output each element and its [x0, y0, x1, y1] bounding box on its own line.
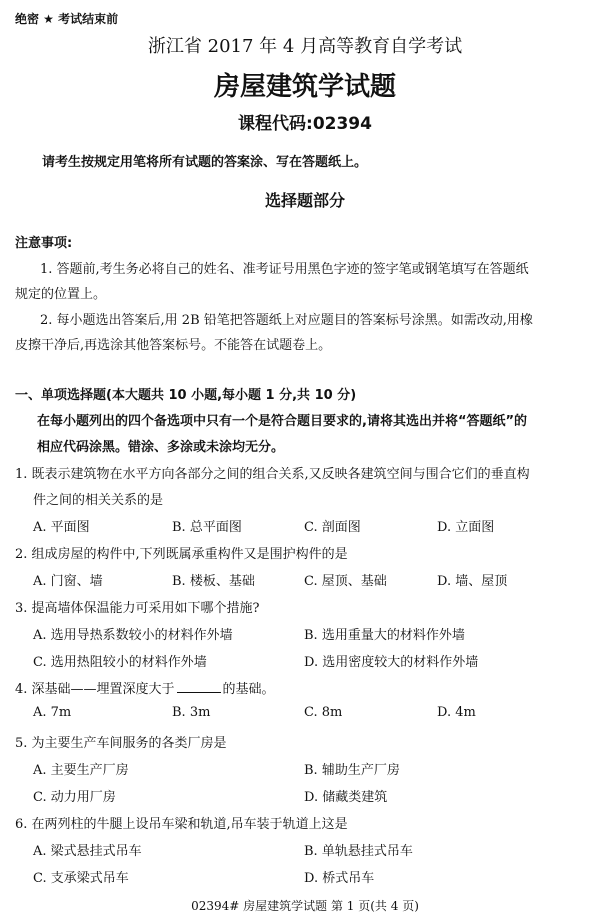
note-2-line-1: 2. 每小题选出答案后,用 2B 铅笔把答题纸上对应题目的答案标号涂黑。如需改动,用橡 — [40, 313, 533, 328]
q4-option-c: C. 8m — [304, 705, 343, 720]
question-4-text-before: 4. 深基础——埋置深度大于 — [15, 682, 175, 697]
question-1-line-1: 1. 既表示建筑物在水平方向各部分之间的组合关系,又反映各建筑空间与围合它们的垂直构 — [15, 467, 530, 482]
note-1-line-1: 1. 答题前,考生务必将自己的姓名、准考证号用黑色字迹的签字笔或钢笔填写在答题纸 — [40, 262, 529, 277]
q6-option-a: A. 梁式悬挂式吊车 — [33, 844, 142, 859]
exam-title: 浙江省 2017 年 4 月高等教育自学考试 — [147, 36, 463, 57]
question-5: 5. 为主要生产车间服务的各类厂房是 — [15, 736, 227, 751]
q2-option-d: D. 墙、屋顶 — [437, 574, 508, 589]
q3-option-b: B. 选用重量大的材料作外墙 — [304, 628, 465, 643]
question-4-text-after: 的基础。 — [222, 682, 275, 697]
q3-option-c: C. 选用热阻较小的材料作外墙 — [33, 655, 207, 670]
question-6: 6. 在两列柱的牛腿上设吊车梁和轨道,吊车装于轨道上这是 — [15, 817, 348, 832]
answer-instruction: 请考生按规定用笔将所有试题的答案涂、写在答题纸上。 — [42, 155, 368, 170]
q1-option-b: B. 总平面图 — [172, 520, 242, 535]
q4-option-a: A. 7m — [33, 705, 72, 720]
q5-option-d: D. 储藏类建筑 — [304, 790, 388, 805]
part1-desc-line-1: 在每小题列出的四个备选项中只有一个是符合题目要求的,请将其选出并将“答题纸”的 — [37, 414, 528, 429]
q4-option-b: B. 3m — [172, 705, 211, 720]
question-3: 3. 提高墙体保温能力可采用如下哪个措施? — [15, 601, 260, 616]
q5-option-b: B. 辅助生产厂房 — [304, 763, 400, 778]
q3-option-d: D. 选用密度较大的材料作外墙 — [304, 655, 479, 670]
q6-option-b: B. 单轨悬挂式吊车 — [304, 844, 413, 859]
question-4 — [15, 678, 275, 697]
course-code: 课程代码:02394 — [238, 114, 372, 134]
page-title: 房屋建筑学试题 — [213, 72, 396, 102]
answer-blank — [177, 680, 221, 693]
q3-option-a: A. 选用导热系数较小的材料作外墙 — [33, 628, 233, 643]
page-footer: 02394# 房屋建筑学试题 第 1 页(共 4 页) — [191, 899, 419, 913]
q1-option-d: D. 立面图 — [437, 520, 495, 535]
q1-option-c: C. 剖面图 — [304, 520, 361, 535]
q2-option-c: C. 屋顶、基础 — [304, 574, 387, 589]
q4-option-d: D. 4m — [437, 705, 476, 720]
q6-option-c: C. 支承梁式吊车 — [33, 871, 129, 886]
note-1-line-2: 规定的位置上。 — [15, 287, 107, 302]
confidential-label: 绝密 ★ 考试结束前 — [15, 12, 119, 26]
part1-desc-line-2: 相应代码涂黑。错涂、多涂或未涂均无分。 — [37, 440, 285, 455]
note-2-line-2: 皮擦干净后,再选涂其他答案标号。不能答在试题卷上。 — [15, 338, 332, 353]
q5-option-a: A. 主要生产厂房 — [33, 763, 129, 778]
question-2: 2. 组成房屋的构件中,下列既属承重构件又是围护构件的是 — [15, 547, 348, 562]
notes-heading: 注意事项: — [15, 236, 73, 251]
q6-option-d: D. 桥式吊车 — [304, 871, 375, 886]
section-title: 选择题部分 — [264, 191, 345, 210]
q2-option-a: A. 门窗、墙 — [33, 574, 103, 589]
part1-heading: 一、单项选择题(本大题共 10 小题,每小题 1 分,共 10 分) — [15, 388, 357, 403]
question-1-line-2: 件之间的相关关系的是 — [33, 493, 164, 508]
q5-option-c: C. 动力用厂房 — [33, 790, 116, 805]
q1-option-a: A. 平面图 — [33, 520, 90, 535]
q2-option-b: B. 楼板、基础 — [172, 574, 255, 589]
